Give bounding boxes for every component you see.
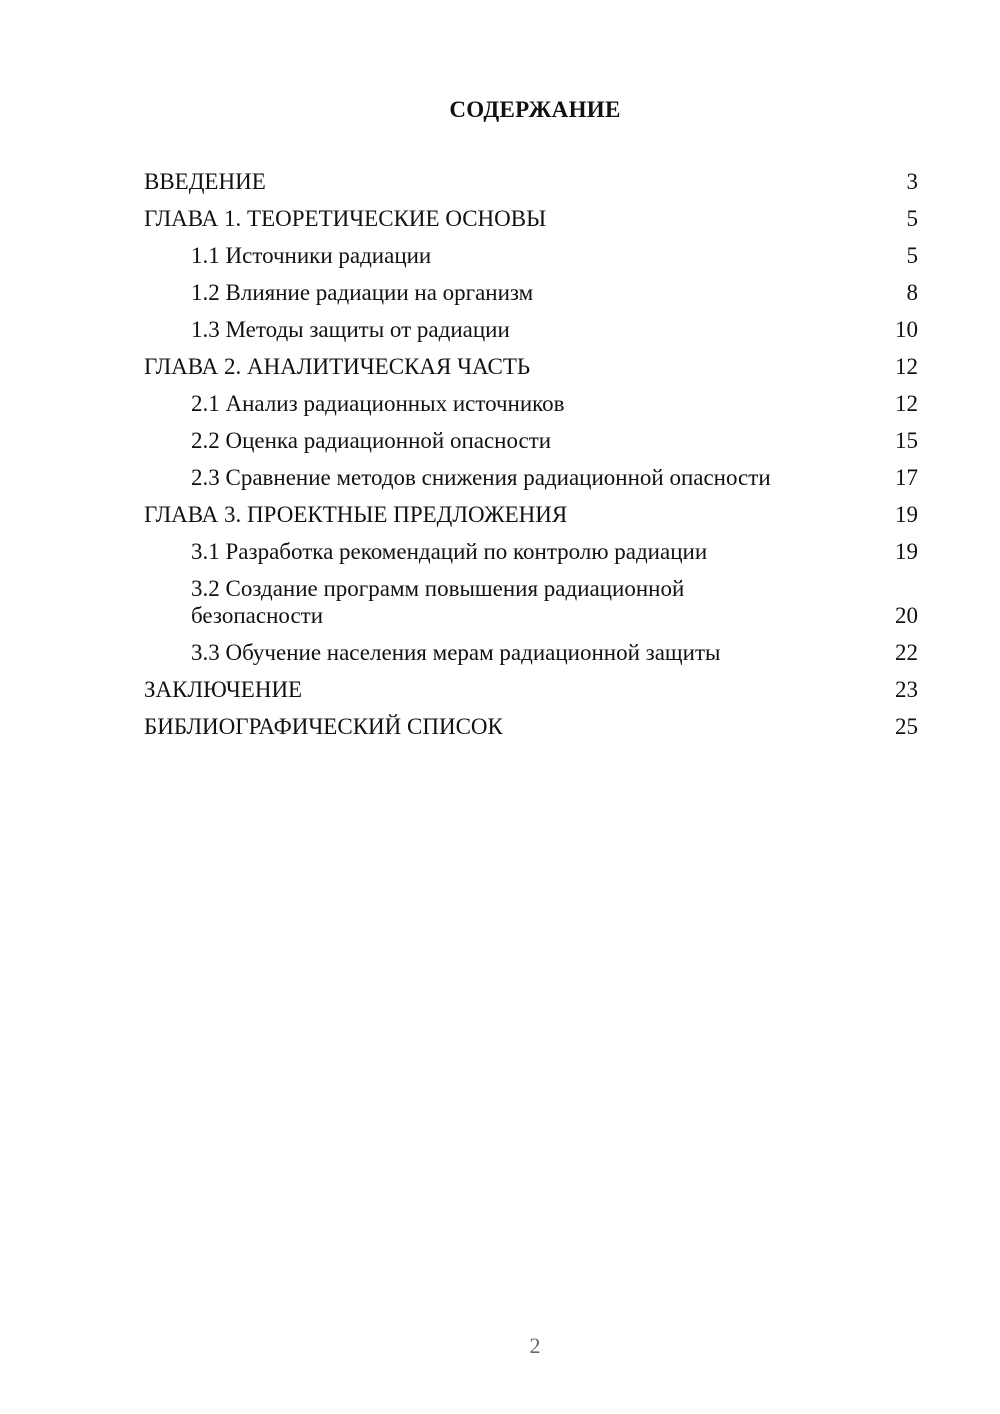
toc-entry-section-1-3 — [144, 316, 918, 343]
toc-entry-label: 1.3 Методы защиты от радиации — [191, 317, 510, 342]
toc-entry-label: ГЛАВА 2. АНАЛИТИЧЕСКАЯ ЧАСТЬ — [144, 354, 531, 379]
toc-entry-conclusion — [144, 676, 918, 703]
toc-entry-page: 22 — [895, 640, 918, 665]
page-title: СОДЕРЖАНИЕ — [449, 97, 621, 122]
toc-entry-section-2-3 — [144, 464, 918, 491]
toc-entry-label: ВВЕДЕНИЕ — [144, 169, 266, 194]
toc-entry-page: 23 — [895, 677, 918, 702]
toc-entry-page: 12 — [895, 354, 918, 379]
toc-entry-label: 2.1 Анализ радиационных источников — [191, 391, 565, 416]
toc-entry-section-1-2 — [144, 279, 918, 306]
toc-entry-label: ГЛАВА 1. ТЕОРЕТИЧЕСКИЕ ОСНОВЫ — [144, 206, 547, 231]
toc-entry-chapter-2 — [144, 353, 918, 380]
toc-entry-label: ЗАКЛЮЧЕНИЕ — [144, 677, 303, 702]
toc-entry-section-3-1 — [144, 538, 918, 565]
toc-entry-page: 10 — [895, 317, 918, 342]
toc-entry-bibliography — [144, 713, 918, 740]
table-of-contents — [144, 168, 918, 750]
toc-entry-label: 2.2 Оценка радиационной опасности — [191, 428, 552, 453]
toc-entry-section-2-1 — [144, 390, 918, 417]
toc-entry-label: 2.3 Сравнение методов снижения радиационной опасности — [191, 465, 771, 490]
toc-entry-label: 1.2 Влияние радиации на организм — [191, 280, 534, 305]
toc-entry-page: 3 — [906, 169, 918, 194]
toc-entry-section-3-3 — [144, 639, 918, 666]
toc-entry-page: 19 — [895, 539, 918, 564]
toc-entry-page: 17 — [895, 465, 918, 490]
toc-entry-page: 25 — [895, 714, 918, 739]
toc-entry-page: 5 — [906, 206, 918, 231]
toc-entry-label: 1.1 Источники радиации — [191, 243, 432, 268]
toc-entry-page: 12 — [895, 391, 918, 416]
toc-entry-chapter-3 — [144, 501, 918, 528]
toc-entry-page: 8 — [906, 280, 918, 305]
toc-entry-section-3-2 — [144, 575, 918, 629]
toc-entry-section-2-2 — [144, 427, 918, 454]
toc-entry-introduction — [144, 168, 918, 195]
toc-entry-page: 20 — [895, 603, 918, 628]
toc-entry-label: БИБЛИОГРАФИЧЕСКИЙ СПИСОК — [144, 714, 503, 739]
toc-entry-label: ГЛАВА 3. ПРОЕКТНЫЕ ПРЕДЛОЖЕНИЯ — [144, 502, 568, 527]
toc-entry-label: 3.3 Обучение населения мерам радиационной защиты — [191, 640, 721, 665]
page-number: 2 — [529, 1333, 541, 1358]
toc-entry-label: 3.1 Разработка рекомендаций по контролю радиации — [191, 539, 708, 564]
toc-entry-chapter-1 — [144, 205, 918, 232]
toc-entry-page: 5 — [906, 243, 918, 268]
toc-entry-page: 19 — [895, 502, 918, 527]
toc-entry-section-1-1 — [144, 242, 918, 269]
toc-entry-label: 3.2 Создание программ повышения радиационной безопасности — [191, 576, 691, 628]
toc-entry-page: 15 — [895, 428, 918, 453]
